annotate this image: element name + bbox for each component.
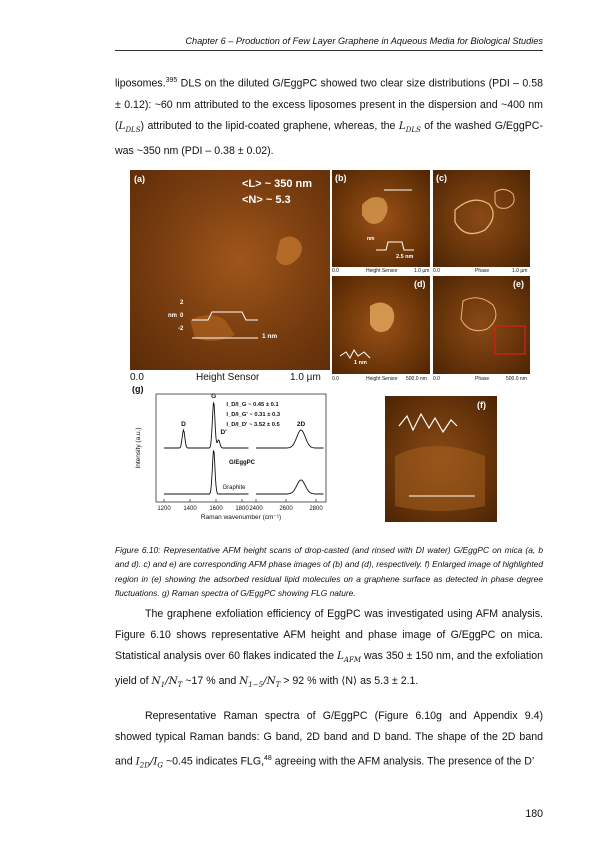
panel-b-axis-right: 1.0 µm	[414, 268, 430, 274]
panel-a-axis-right: 1.0 µm	[290, 372, 321, 383]
running-header: Chapter 6 – Production of Few Layer Graphene in Aqueous Media for Biological Studies	[185, 36, 543, 46]
panel-a-yunit: nm	[168, 313, 177, 319]
panel-a-ytick-mid: 0	[180, 313, 184, 319]
panel-a-label: (a)	[134, 174, 145, 184]
panel-g-label: (g)	[132, 386, 144, 394]
panel-e-axis-label: Phase	[475, 376, 490, 382]
paragraph-afm: The graphene exfoliation efficiency of EggPC was investigated using AFM analysis. Figure 6.10 shows representative AFM height and phase image of G/EggPC on mica. Statistical analysis over 60 flakes indicated the $L_{AFM}$ was 350 ± 150 nm, and the exfoliation yield of $N_1/N_T$ ~17 % and $N_{1-5}/N_T > 92$ % with ⟨N⟩ as 5.3 ± 2.1.	[115, 608, 543, 690]
panel-b-axis-left: 0.0	[332, 268, 339, 274]
raman-chart-panel-g	[130, 386, 330, 522]
ratio-annotation: I_D/I_G ~ 0.45 ± 0.1	[226, 402, 279, 408]
panel-a-ytick-top: 2	[180, 300, 184, 306]
afm-height-panel-a	[130, 170, 330, 370]
x-tick-label: 2400	[249, 506, 263, 512]
x-tick-label: 2600	[279, 506, 293, 512]
afm-phase-panel-c	[433, 170, 530, 267]
header-rule	[115, 50, 543, 51]
panel-e-axis-left: 0.0	[433, 376, 440, 382]
panel-f-label: (f)	[477, 400, 486, 410]
panel-c-axis-right: 1.0 µm	[512, 268, 528, 274]
afm-phase-panel-e	[433, 276, 530, 374]
peak-label: G	[211, 393, 217, 400]
ratio-annotation: I_D/I_D' ~ 3.52 ± 0.5	[226, 422, 280, 428]
afm-height-panel-b	[332, 170, 430, 267]
x-tick-label: 1800	[235, 506, 249, 512]
panel-e-label: (e)	[513, 279, 524, 289]
page-number: 180	[525, 808, 543, 820]
series-label-geggpc: G/EggPC	[229, 460, 256, 466]
afm-phase-panel-f	[385, 396, 497, 522]
raman-chart-svg	[130, 386, 330, 522]
peak-label: D	[181, 421, 186, 428]
panel-c-axis-left: 0.0	[433, 268, 440, 274]
ratio-annotation: I_D/I_G' ~ 0.31 ± 0.3	[226, 412, 281, 418]
x-tick-label: 2800	[309, 506, 323, 512]
panel-a-scale: 1 nm	[262, 333, 278, 340]
figure-6-10	[130, 170, 530, 522]
x-tick-label: 1200	[157, 506, 171, 512]
afm-height-panel-d	[332, 276, 430, 374]
panel-a-length-stat: <L> ~ 350 nm	[242, 178, 313, 190]
panel-d-axis-left: 0.0	[332, 376, 339, 382]
panel-b-yunit: nm	[367, 236, 375, 242]
panel-d-label: (d)	[414, 279, 426, 289]
x-tick-label: 1400	[183, 506, 197, 512]
panel-c-label: (c)	[436, 173, 447, 183]
panel-d-axis-right: 500.0 nm	[406, 376, 427, 382]
paragraph-dls: liposomes.$^{395}$ DLS on the diluted G/EggPC showed two clear size distributions (PDI – 0.58 ± 0.12): ~60 nm attributed to the excess liposomes present in the dispersion and ~400 nm $(L_{DLS})$ attributed to the lipid-coated graphene, whereas, the $L_{DLS}$ of the washed G/EggPC-was ~350 nm (PDI – 0.38 ± 0.02).	[115, 77, 543, 157]
peak-label: D'	[220, 429, 227, 436]
panel-d-scale: 1 nm	[354, 360, 367, 366]
panel-d-axis-label: Height Sensor	[366, 376, 398, 382]
x-tick-label: 1600	[209, 506, 223, 512]
panel-b-scale: 2.5 nm	[396, 254, 414, 260]
panel-b-axis-label: Height Sensor	[366, 268, 398, 274]
x-axis-title: Raman wavenumber (cm⁻¹)	[200, 514, 282, 521]
panel-a-thickness-stat: <N> ~ 5.3	[242, 194, 291, 206]
series-label-graphite: Graphite	[222, 485, 246, 491]
panel-b-label: (b)	[335, 173, 347, 183]
y-axis-title: Intensity (a.u.)	[135, 427, 142, 469]
panel-a-axis-left: 0.0	[130, 372, 144, 383]
panel-a-axis-label: Height Sensor	[196, 372, 260, 383]
panel-a-ytick-bottom: -2	[178, 326, 184, 332]
panel-c-axis-label: Phase	[475, 268, 490, 274]
figure-caption: Figure 6.10: Representative AFM height scans of drop-casted (and rinsed with DI water) G/EggPC on mica (a, b and d). c) and e) are corresponding AFM phase images of (b) and (d), respectively. f) Enlarged image of highlighted region in (e) showing the adsorbed residual lipid molecules on a graphene surface as detected in phase degree fluctuations. g) Raman spectra of G/EggPC showing FLG nature.	[115, 545, 543, 598]
panel-e-axis-right: 500.0 nm	[506, 376, 527, 382]
paragraph-raman: Representative Raman spectra of G/EggPC (Figure 6.10g and Appendix 9.4) showed typical Raman bands: G band, 2D band and D band. The shape of the 2D band and $I_{2D}/I_G$ ~0.45 indicates FLG,$^{48}$ agreeing with the AFM analysis. The presence of the D’	[115, 710, 543, 770]
peak-label: 2D	[296, 421, 306, 428]
